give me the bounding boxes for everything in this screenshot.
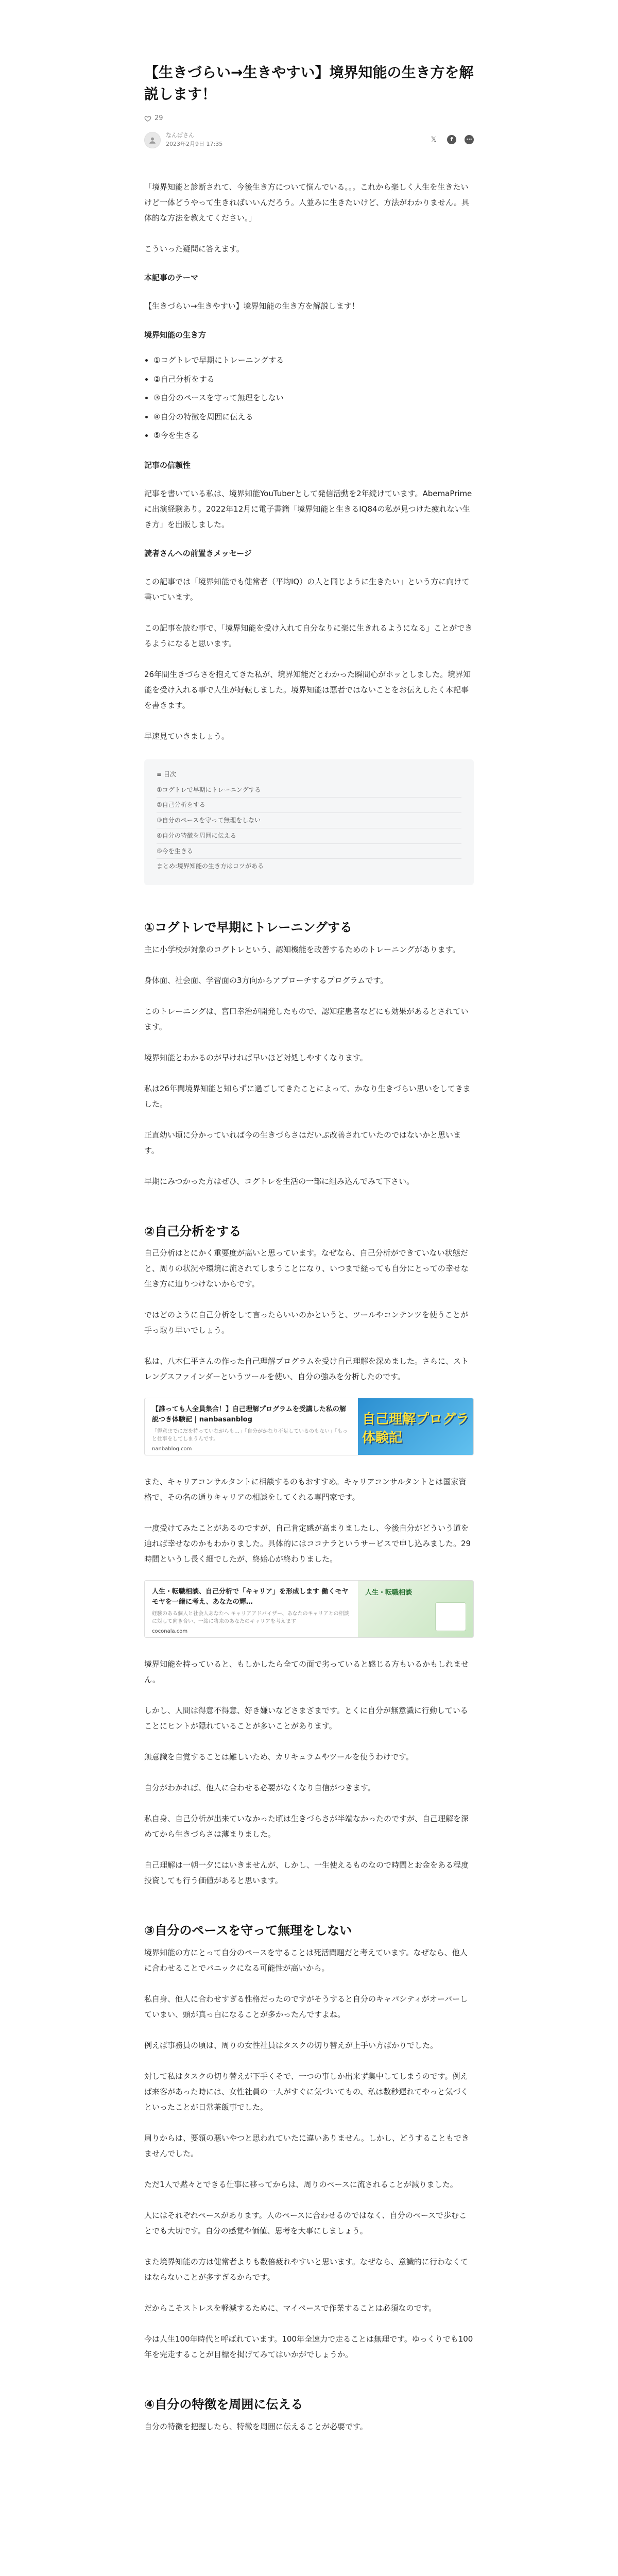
card-domain: coconala.com <box>152 1629 188 1635</box>
toc-item[interactable]: ③自分のペースを守って無理をしない <box>157 813 461 828</box>
section-paragraph: 境界知能の方にとって自分のペースを守ることは死活問題だと考えています。なぜなら、他人に合わせることでパニックになる可能性が高いから。 <box>144 1948 468 1973</box>
article-title: 【生きづらい→生きやすい】境界知能の生き方を解説します！ <box>144 64 474 103</box>
section-paragraph: ではどのように自己分析をして言ったらいいのかというと、ツールやコンテンツを使うことが手っ取り早いでしょう。 <box>144 1310 468 1335</box>
section-paragraph: 私自身、自己分析が出来ていなかった頃は生きづらさが半端なかったのですが、自己理解を深めてから生きづらさは薄まりました。 <box>144 1814 469 1839</box>
section-paragraph: また、キャリアコンサルタントに相談するのもおすすめ。キャリアコンサルタントとは国家資格で、その名の通りキャリアの相談をしてくれる専門家です。 <box>144 1477 467 1502</box>
intro-answer: こういった疑問に答えます。 <box>144 244 244 253</box>
card-description: 経験のある個人と社会人あなたへ キャリアアドバイザー、あなたのキャリアとの相談に対して向き合い、一緒に将来のあなたのキャリアを考えます <box>152 1611 349 1625</box>
section-paragraph: 早期にみつかった方はぜひ、コグトレを生活の一部に組み込んでみて下さい。 <box>144 1176 415 1186</box>
list-item: ④自分の特徴を周囲に伝える <box>144 409 474 426</box>
theme-label: 本記事のテーマ <box>144 273 199 282</box>
section-paragraph: 自己分析はとにかく重要度が高いと思っています。なぜなら、自己分析ができていない状態だと、周りの状況や環境に流されてしまうことになり、いつまで経っても自分にとっての幸せな生き方に辿りつけないからです。 <box>144 1248 469 1289</box>
toc-item[interactable]: ④自分の特徴を周囲に伝える <box>157 828 461 844</box>
share-buttons <box>428 135 474 145</box>
toc-header[interactable]: ≡ 目次 <box>157 770 176 778</box>
table-of-contents <box>144 759 474 886</box>
section-paragraph: 境界知能を持っていると、もしかしたら全ての面で劣っていると感じる方もいるかもしれません。 <box>144 1659 469 1685</box>
card-thumbnail-photo <box>435 1602 466 1631</box>
methods-list <box>144 352 474 444</box>
section-heading-2: ②自己分析をする <box>144 1224 242 1239</box>
section-paragraph: 周りからは、要領の悪いやつと思われていたに違いありません。しかし、どうすることもできませんでした。 <box>144 2133 469 2159</box>
publish-date: 2023年2月9日 17:35 <box>166 140 223 147</box>
toc-item[interactable]: ⑤今を生きる <box>157 844 461 859</box>
link-card-nanbablog[interactable] <box>144 1398 474 1455</box>
avatar[interactable] <box>144 132 161 148</box>
card-thumbnail <box>358 1581 473 1637</box>
intro-quote: 「境界知能と診断されて、今後生き方について悩んでいる。。。これから楽しく人生を生きたいけど一体どうやって生きればいいんだろう。人並みに生きたいけど、方法がわかりません。具体的な方法を教えてください。」 <box>144 182 469 223</box>
card-thumbnail <box>358 1398 473 1455</box>
facebook-share-icon[interactable]: f <box>447 135 456 144</box>
list-item: ⑤今を生きる <box>144 428 474 444</box>
message-paragraph: この記事を読む事で、「境界知能を受け入れて自分なりに楽に生きれるようになる」ことができるようになると思います。 <box>144 623 473 648</box>
more-options-icon[interactable]: ⋯ <box>465 135 474 144</box>
card-thumbnail-text: 人生・転職相談 <box>365 1589 413 1597</box>
message-paragraph: この記事では「境界知能でも健常者（平均IQ）の人と同じように生きたい」という方に向けて書いています。 <box>144 577 470 602</box>
section-paragraph: だからこそストレスを軽減するために、マイペースで作業することは必須なのです。 <box>144 2303 437 2313</box>
message-paragraph: 26年間生きづらさを抱えてきた私が、境界知能だとわかった瞬間心がホッとしました。境界知能を受け入れる事で人生が好転しました。境界知能は悪者ではないことをお伝えしたく本記事を書きます。 <box>144 669 471 710</box>
card-thumbnail-text: 自己理解プログラ体験記 <box>362 1412 470 1446</box>
section-paragraph: 私自身、他人に合わせすぎる性格だったのですがそうすると自分のキャパシティがオーバーしていまい、頭が真っ白になることが多かったんですよね。 <box>144 1994 468 2020</box>
section-paragraph: 主に小学校が対象のコグトレという、認知機能を改善するためのトレーニングがあります。 <box>144 944 460 954</box>
section-paragraph: 無意識を自覚することは難しいため、カリキュラムやツールを使うわけです。 <box>144 1752 414 1762</box>
toc-item[interactable]: ②自己分析をする <box>157 798 461 813</box>
toc-item[interactable]: まとめ:境界知能の生き方はコツがある <box>157 862 264 870</box>
credibility-text: 記事を書いている私は、境界知能YouTuberとして発信活動を2年続けています。AbemaPrimeに出演経験あり。2022年12月に電子書籍「境界知能と生きるIQ84の私が見つけた疲れない生き方」を出版しました。 <box>144 488 472 529</box>
author-row <box>144 131 474 148</box>
like-count: 29 <box>154 114 163 122</box>
section-paragraph: 私は、八木仁平さんの作った自己理解プログラムを受け自己理解を深めました。さらに、ストレングスファインダーというツールを使い、自分の強みを分析したのです。 <box>144 1357 469 1382</box>
heart-icon[interactable] <box>144 115 151 122</box>
like-counter[interactable] <box>144 114 474 122</box>
card-title: 【誰っても人全員集合！】自己理解プログラムを受講した私の解説つき体験記 | nanbasanblog <box>152 1405 346 1423</box>
section-paragraph: 正直幼い頃に分かっていれば今の生きづらさはだいぶ改善されていたのではないかと思います。 <box>144 1130 461 1155</box>
credibility-label: 記事の信頼性 <box>144 460 191 470</box>
card-title: 人生・転職相談、自己分析で「キャリア」を形成します 働くモヤモヤを一緒に考え、あなたの輝… <box>152 1588 349 1606</box>
x-share-icon[interactable]: 𝕏 <box>431 136 437 144</box>
list-item: ②自己分析をする <box>144 371 474 388</box>
section-paragraph: 境界知能とわかるのが早ければ早いほど対処しやすくなります。 <box>144 1053 368 1062</box>
section-heading-3: ③自分のペースを守って無理をしない <box>144 1923 352 1938</box>
list-item: ①コグトレで早期にトレーニングする <box>144 352 474 369</box>
theme-text: 【生きづらい→生きやすい】境界知能の生き方を解説します！ <box>144 301 359 311</box>
section-paragraph: しかし、人間は得意不得意、好き嫌いなどさまざまです。とくに自分が無意識に行動していることにヒントが隠れていることが多いことがあります。 <box>144 1706 468 1731</box>
section-paragraph: 人にはそれぞれペースがあります。人のペースに合わせるのではなく、自分のペースで歩むことでも大切です。自分の感覚や価値、思考を大事にしましょう。 <box>144 2211 467 2236</box>
author-name[interactable]: なんばさん <box>166 132 194 139</box>
section-heading-1: ①コグトレで早期にトレーニングする <box>144 920 352 935</box>
section-paragraph: 対して私はタスクの切り替えが下手くそで、一つの事しか出来ず集中してしまうのです。例えば来客があった時には、女性社員の一人がすぐに気づいてもの、私は数秒遅れてやっと気づくといったことが日常茶飯事でした。 <box>144 2072 469 2112</box>
section-paragraph: また境界知能の方は健常者よりも数倍疲れやすいと思います。なぜなら、意識的に行わなくてはならないことが多すぎるからです。 <box>144 2257 468 2282</box>
section-paragraph: 例えば事務員の頃は、周りの女性社員はタスクの切り替えが上手い方ばかりでした。 <box>144 2041 438 2050</box>
user-icon <box>148 135 157 145</box>
card-description: 「得意までにだを持っていながらも…」「自分がかなり不足しているのもない」「もっと仕事をしてしまうんです。 <box>152 1429 348 1443</box>
article <box>144 0 474 2434</box>
toc-item[interactable]: ①コグトレで早期にトレーニングする <box>157 783 461 798</box>
author-info[interactable] <box>144 131 222 148</box>
section-paragraph: 自分の特徴を把握したら、特徴を周囲に伝えることが必要です。 <box>144 2421 368 2431</box>
section-paragraph: 一度受けてみたことがあるのですが、自己肯定感が高まりましたし、今後自分がどういう道を辿れば幸せなのかもわかりました。具体的にはココナラというサービスで申し込みました。29時間というし長く細でしたが、終始心が終わりました。 <box>144 1523 471 1564</box>
section-paragraph: ただ1人で黙々とできる仕事に移ってからは、周りのペースに流されることが減りました。 <box>144 2180 458 2190</box>
lets-go-text: 早速見ていきましょう。 <box>144 731 230 741</box>
section-paragraph: 身体面、社会面、学習面の3方向からアプローチするプログラムです。 <box>144 975 388 985</box>
section-heading-4: ④自分の特徴を周囲に伝える <box>144 2397 303 2412</box>
section-paragraph: このトレーニングは、宮口幸治が開発したもので、認知症患者などにも効果があるとされています。 <box>144 1006 469 1031</box>
section-paragraph: 自分がわかれば、他人に合わせる必要がなくなり自信がつきます。 <box>144 1783 375 1793</box>
link-card-coconala[interactable] <box>144 1580 474 1638</box>
card-domain: nanbablog.com <box>152 1446 192 1452</box>
list-item: ③自分のペースを守って無理をしない <box>144 390 474 406</box>
section-paragraph: 今は人生100年時代と呼ばれています。100年全速力で走ることは無理です。ゆっくりでも100年を完走することが目標を掲げてみてはいかがでしょうか。 <box>144 2334 473 2360</box>
section-paragraph: 自己理解は一朝一夕にはいきませんが、しかし、一生使えるものなので時間とお金をある程度投資しても行う価値があると思います。 <box>144 1860 469 1886</box>
methods-label: 境界知能の生き方 <box>144 330 207 340</box>
section-paragraph: 私は26年間境界知能と知らずに過ごしてきたことによって、かなり生きづらい思いをしてきました。 <box>144 1083 471 1109</box>
message-label: 読者さんへの前置きメッセージ <box>144 548 252 558</box>
